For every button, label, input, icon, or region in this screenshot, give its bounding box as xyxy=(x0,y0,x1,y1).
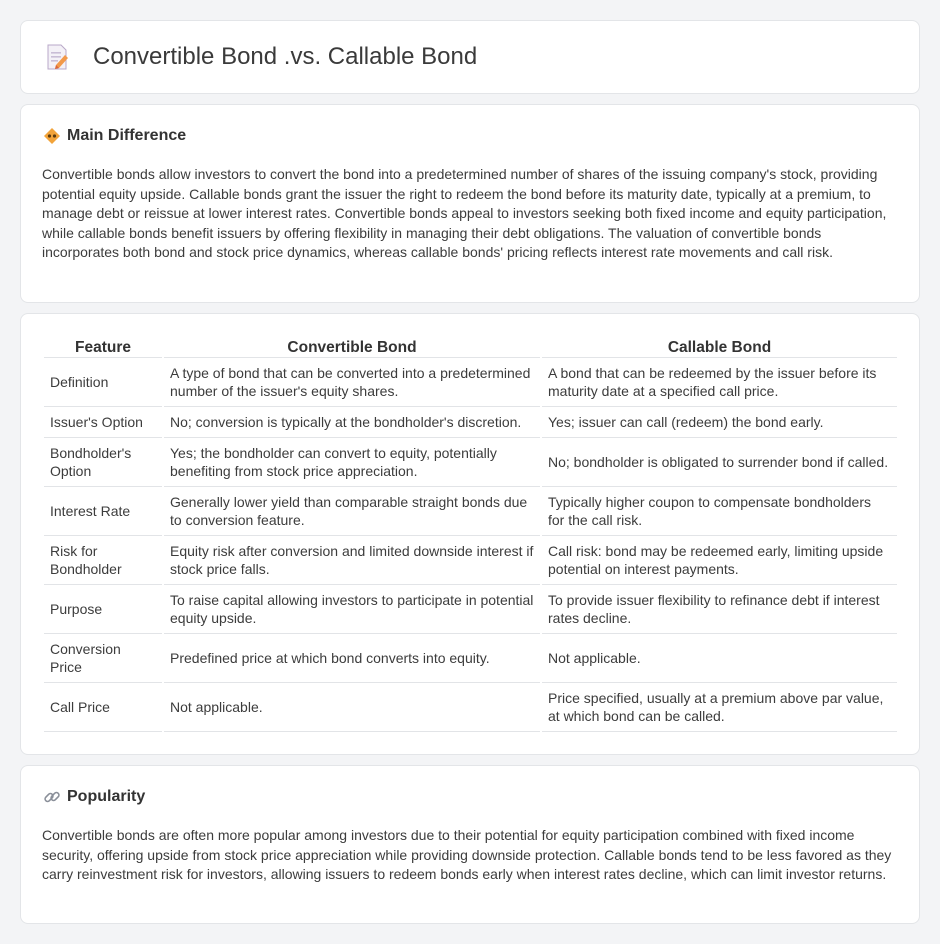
callable-cell: No; bondholder is obligated to surrender bond if called. xyxy=(542,438,897,487)
main-difference-title: Main Difference xyxy=(67,127,187,144)
document-edit-icon xyxy=(45,43,69,71)
main-difference-text: Convertible bonds allow investors to convert the bond into a predetermined number of shares of the issuing company's stock, providing potential equity upside. Callable bonds grant the issuer the right to redeem the bond before its maturity date, typically at a premium, to manage debt or reissue at lower interest rates. Convertible bonds appeal to investors seeking both fixed income and equity participation, while callable bonds benefit issuers by offering flexibility in managing their debt obligations. The valuation of convertible bonds incorporates both bond and stock price dynamics, whereas callable bonds' pricing reflects interest rate movements and call risk. xyxy=(42,166,887,260)
callable-cell: Yes; issuer can call (redeem) the bond early. xyxy=(542,407,897,438)
feature-cell: Risk for Bondholder xyxy=(44,536,162,585)
callable-cell: To provide issuer flexibility to refinance debt if interest rates decline. xyxy=(542,585,897,634)
comparison-card xyxy=(20,313,920,755)
feature-cell: Issuer's Option xyxy=(44,407,162,438)
header-callable-bond: Callable Bond xyxy=(542,334,897,358)
table-row xyxy=(44,487,897,536)
callable-cell: Typically higher coupon to compensate bondholders for the call risk. xyxy=(542,487,897,536)
popularity-header xyxy=(43,788,145,806)
feature-cell: Conversion Price xyxy=(44,634,162,683)
popularity-title: Popularity xyxy=(67,788,146,805)
convertible-cell: Generally lower yield than comparable straight bonds due to conversion feature. xyxy=(164,487,540,536)
convertible-cell: Not applicable. xyxy=(164,683,540,732)
header-feature: Feature xyxy=(44,334,162,358)
table-header-row xyxy=(44,334,897,358)
table-row xyxy=(44,634,897,683)
diamond-sign-icon xyxy=(43,127,61,145)
convertible-cell: No; conversion is typically at the bondholder's discretion. xyxy=(164,407,540,438)
table-row xyxy=(44,683,897,732)
feature-cell: Interest Rate xyxy=(44,487,162,536)
feature-cell: Purpose xyxy=(44,585,162,634)
popularity-text: Convertible bonds are often more popular among investors due to their potential for equity participation combined with fixed income security, offering upside from stock price appreciation while providing downside protection. Callable bonds tend to be less favored as they carry reinvestment risk for investors, allowing issuers to redeem bonds early when interest rates decline, which can limit investor returns. xyxy=(42,827,892,882)
convertible-cell: To raise capital allowing investors to participate in potential equity upside. xyxy=(164,585,540,634)
table-row xyxy=(44,407,897,438)
table-row xyxy=(44,438,897,487)
main-difference-header xyxy=(43,127,186,145)
link-icon xyxy=(43,788,61,806)
header-convertible-bond: Convertible Bond xyxy=(164,334,540,358)
feature-cell: Definition xyxy=(44,358,162,407)
callable-cell: Call risk: bond may be redeemed early, limiting upside potential on interest payments. xyxy=(542,536,897,585)
feature-cell: Call Price xyxy=(44,683,162,732)
popularity-card xyxy=(20,765,920,924)
convertible-cell: A type of bond that can be converted into a predetermined number of the issuer's equity shares. xyxy=(164,358,540,407)
convertible-cell: Predefined price at which bond converts into equity. xyxy=(164,634,540,683)
table-row xyxy=(44,536,897,585)
header-card xyxy=(20,20,920,94)
table-row xyxy=(44,585,897,634)
callable-cell: A bond that can be redeemed by the issuer before its maturity date at a specified call price. xyxy=(542,358,897,407)
comparison-table xyxy=(42,334,899,732)
table-row xyxy=(44,358,897,407)
convertible-cell: Yes; the bondholder can convert to equity, potentially benefiting from stock price appreciation. xyxy=(164,438,540,487)
page-title: Convertible Bond .vs. Callable Bond xyxy=(93,43,478,70)
convertible-cell: Equity risk after conversion and limited downside interest if stock price falls. xyxy=(164,536,540,585)
callable-cell: Not applicable. xyxy=(542,634,897,683)
callable-cell: Price specified, usually at a premium above par value, at which bond can be called. xyxy=(542,683,897,732)
main-difference-card xyxy=(20,104,920,303)
title-row xyxy=(45,43,477,71)
feature-cell: Bondholder's Option xyxy=(44,438,162,487)
